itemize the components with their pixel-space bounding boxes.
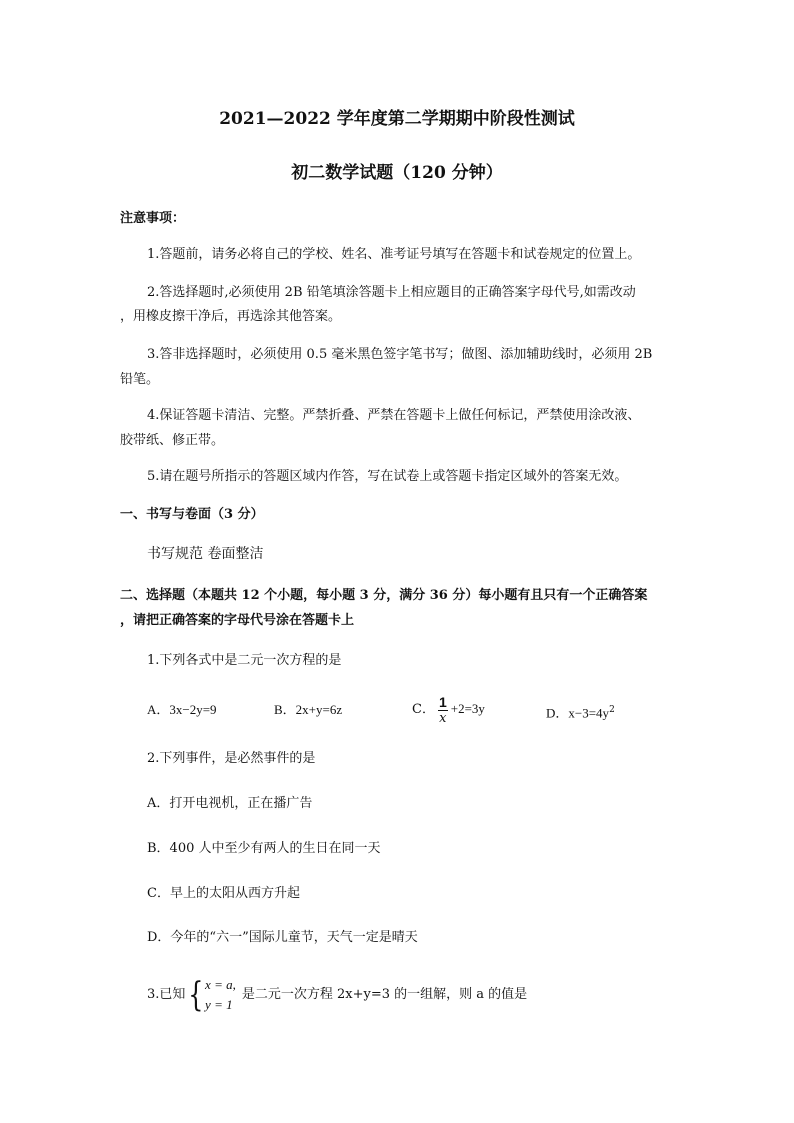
question-3-prefix: 3.已知 [147, 987, 186, 1002]
fraction-denominator: x [439, 710, 447, 726]
question-1-option-c-rest: +2=3y [450, 701, 485, 716]
equation-2: y = 1 [205, 996, 233, 1012]
question-2-option-a: A．打开电视机，正在播广告 [147, 796, 313, 811]
question-2-stem: 2.下列事件，是必然事件的是 [147, 751, 316, 766]
section-2-heading-line-1: 二、选择题（本题共 12 个小题，每小题 3 分，满分 36 分）每小题有且只有一个正确答案 [120, 588, 648, 603]
question-1-option-b: B．2x+y=6z [274, 702, 343, 717]
note-item-2-line-2: ，用橡皮擦干净后，再选涂其他答案。 [120, 309, 342, 324]
left-brace-icon: { [188, 974, 204, 1015]
exam-title: 2021—2022 学年度第二学期期中阶段性测试 [219, 109, 575, 129]
question-1-option-c [412, 691, 485, 728]
question-1-option-d-exponent: 2 [609, 705, 615, 715]
question-1-stem: 1.下列各式中是二元一次方程的是 [147, 653, 342, 668]
question-2-option-d: D．今年的“六一”国际儿童节，天气一定是晴天 [147, 930, 418, 945]
note-item-3-line-2: 铅笔。 [120, 372, 160, 387]
section-1-content: 书写规范 卷面整洁 [147, 546, 264, 562]
question-3-suffix: 是二元一次方程 2x+y=3 的一组解，则 a 的值是 [241, 987, 528, 1002]
question-2-option-c: C．早上的太阳从西方升起 [147, 886, 300, 901]
exam-subtitle: 初二数学试题（120 分钟） [291, 163, 503, 183]
notes-heading: 注意事项： [120, 211, 186, 226]
question-3-stem [147, 973, 527, 1017]
note-item-1: 1.答题前，请务必将自己的学校、姓名、准考证号填写在答题卡和试卷规定的位置上。 [147, 247, 641, 262]
section-2-heading-line-2: ，请把正确答案的字母代号涂在答题卡上 [120, 613, 355, 628]
note-item-4-line-2: 胶带纸、修正带。 [120, 433, 225, 448]
note-item-3-line-1: 3.答非选择题时，必须使用 0.5 毫米黑色签字笔书写；做图、添加辅助线时，必须用 2B [147, 347, 653, 362]
equation-1: x = a, [205, 976, 236, 992]
question-1-option-a: A．3x−2y=9 [147, 702, 217, 717]
section-1-heading: 一、书写与卷面（3 分） [120, 507, 264, 522]
equation-system [205, 975, 236, 1015]
note-item-5: 5.请在题号所指示的答题区域内作答，写在试卷上或答题卡指定区域外的答案无效。 [147, 469, 628, 484]
note-item-4-line-1: 4.保证答题卡清洁、完整。严禁折叠、严禁在答题卡上做任何标记，严禁使用涂改液、 [147, 408, 641, 423]
note-item-2-line-1: 2.答选择题时,必须使用 2B 铅笔填涂答题卡上相应题目的正确答案字母代号,如需改动 [147, 285, 636, 300]
question-2-option-b: B．400 人中至少有两人的生日在同一天 [147, 841, 381, 856]
question-1-option-d-text: D．x−3=4y [546, 705, 610, 721]
question-1-option-d [546, 701, 615, 723]
fraction [438, 694, 448, 726]
question-1-option-c-label: C． [412, 702, 435, 717]
fraction-numerator: 1 [438, 693, 447, 710]
question-1-options [147, 693, 667, 726]
